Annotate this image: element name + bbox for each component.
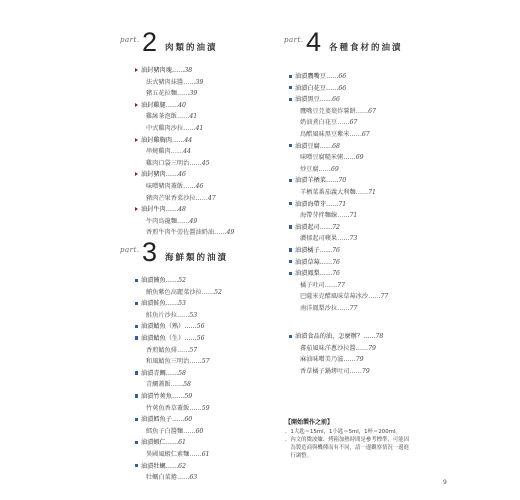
- toc-page-number: 44: [184, 136, 193, 144]
- part-title: 各種食材的油漬: [329, 43, 403, 53]
- toc-entry-title: 油漬鯖魚（熟）: [141, 323, 185, 331]
- toc-leader-dots: ……: [189, 358, 202, 366]
- toc-entry-title: 鮪魚紫色高麗菜沙拉: [146, 288, 202, 296]
- note-line: 行調整。: [285, 453, 312, 459]
- toc-page-number: 49: [189, 217, 198, 225]
- toc-leader-dots: ……: [343, 356, 356, 364]
- toc-leader-dots: ……: [325, 84, 339, 92]
- toc-recipe-item: [141, 472, 222, 484]
- toc-entry-title: 雞絲茶泡飯: [146, 113, 177, 121]
- toc-recipe-item: [141, 403, 222, 415]
- toc-entry-title: 香草橘子鍋烤吐司: [300, 367, 350, 375]
- toc-recipe-item: [295, 233, 388, 245]
- toc-recipe-item: [141, 426, 222, 438]
- toc-leader-dots: ……: [349, 367, 362, 375]
- toc-page-number: 63: [189, 474, 198, 482]
- toc-page-number: 79: [368, 344, 376, 352]
- toc-page-number: 77: [349, 304, 358, 312]
- oil-usage-list: [295, 331, 383, 377]
- toc-leader-dots: ……: [170, 148, 184, 156]
- part-label: part.: [284, 36, 304, 44]
- toc-leader-dots: ……: [214, 229, 227, 237]
- toc-recipe-item: [141, 216, 234, 228]
- toc-entry-title: 油封雞胸肉: [141, 136, 172, 144]
- toc-page-number: 71: [349, 212, 358, 220]
- toc-category-item: [295, 83, 388, 95]
- toc-leader-dots: ……: [319, 223, 333, 231]
- triangle-bullet-icon: [135, 207, 138, 211]
- toc-page-number: 57: [201, 358, 210, 366]
- part-3-header: [120, 237, 270, 273]
- toc-page-number: 70: [338, 177, 347, 185]
- toc-page-number: 76: [332, 258, 340, 266]
- toc-leader-dots: ……: [170, 381, 184, 389]
- toc-category-item: [295, 245, 388, 257]
- square-bullet-icon: [289, 335, 292, 338]
- part-label: part.: [120, 246, 140, 254]
- toc-leader-dots: ……: [176, 474, 190, 482]
- toc-recipe-item: [295, 210, 388, 222]
- toc-page-number: 73: [349, 235, 358, 243]
- toc-entry-title: 油漬鮭魚: [141, 300, 166, 308]
- square-bullet-icon: [135, 371, 138, 374]
- toc-leader-dots: ……: [325, 200, 339, 208]
- toc-leader-dots: ……: [319, 246, 333, 254]
- toc-leader-dots: ……: [343, 154, 356, 162]
- toc-leader-dots: ……: [183, 182, 196, 190]
- toc-category-item: [141, 368, 222, 380]
- toc-entry-title: 異國風蝦仁素麵: [146, 450, 190, 458]
- part-number: 2: [142, 27, 158, 57]
- toc-entry-title: 油封雞腿: [141, 101, 166, 109]
- toc-leader-dots: ……: [176, 217, 190, 225]
- toc-leader-dots: ……: [176, 311, 190, 319]
- toc-leader-dots: ……: [183, 427, 196, 435]
- toc-leader-dots: ……: [171, 392, 185, 400]
- toc-page-number: 77: [337, 281, 345, 289]
- square-bullet-icon: [289, 75, 292, 78]
- toc-category-item: [141, 169, 234, 181]
- toc-entry-title: 油漬草莓: [295, 258, 320, 266]
- toc-leader-dots: ……: [319, 270, 333, 278]
- toc-leader-dots: ……: [171, 136, 185, 144]
- toc-entry-title: 豬五花拉麵: [146, 90, 177, 98]
- triangle-bullet-icon: [135, 68, 138, 72]
- toc-leader-dots: ……: [165, 206, 179, 214]
- toc-category-item: [295, 222, 388, 234]
- toc-entry-title: 味噌豬肉蓋飯: [146, 182, 184, 190]
- toc-recipe-item: [295, 354, 383, 366]
- toc-entry-title: 法式豬肉抹醬: [146, 78, 184, 86]
- toc-recipe-item: [295, 106, 388, 118]
- toc-entry-title: 油漬蝦仁: [141, 439, 166, 447]
- toc-page-number: 60: [184, 416, 193, 424]
- square-bullet-icon: [289, 179, 292, 182]
- toc-recipe-item: [295, 129, 388, 141]
- toc-page-number: 46: [178, 171, 186, 179]
- toc-recipe-item: [141, 310, 222, 322]
- toc-page-number: 49: [226, 229, 235, 237]
- toc-recipe-item: [141, 356, 222, 368]
- toc-recipe-item: [141, 111, 234, 123]
- toc-leader-dots: ……: [184, 334, 197, 342]
- toc-recipe-item: [141, 345, 222, 357]
- toc-page-number: 38: [184, 67, 193, 74]
- toc-page-number: 77: [380, 293, 389, 301]
- toc-page-number: 58: [183, 381, 191, 389]
- toc-category-item: [141, 437, 222, 449]
- toc-recipe-item: [141, 181, 234, 193]
- toc-entry-title: 油漬起司: [295, 223, 320, 231]
- toc-category-item: [141, 461, 222, 473]
- toc-leader-dots: ……: [355, 188, 369, 196]
- toc-entry-title: 油漬豆腐: [295, 142, 320, 150]
- toc-page-number: 56: [196, 334, 205, 342]
- toc-entry-title: 鷹嘴豆芫荽葉炸薯餅: [300, 107, 356, 115]
- toc-entry-title: 油漬鷹嘴豆: [295, 73, 326, 80]
- toc-page-number: 72: [332, 223, 340, 231]
- toc-entry-title: 蕃茄風味洋蔥沙拉醬: [300, 344, 356, 352]
- toc-category-item: [295, 257, 388, 269]
- toc-leader-dots: ……: [368, 293, 381, 301]
- toc-leader-dots: ……: [355, 107, 369, 115]
- toc-page-number: 61: [178, 439, 186, 447]
- toc-recipe-item: [141, 287, 222, 299]
- toc-leader-dots: ……: [183, 78, 196, 86]
- toc-leader-dots: ……: [195, 194, 208, 202]
- toc-leader-dots: ……: [165, 277, 179, 284]
- square-bullet-icon: [135, 418, 138, 421]
- toc-page-number: 39: [195, 78, 204, 86]
- toc-category-item: [295, 268, 388, 280]
- toc-recipe-item: [295, 291, 388, 303]
- page-number: 9: [443, 479, 447, 486]
- toc-entry-title: 鮭魚片沙拉: [146, 311, 177, 319]
- toc-entry-title: 海帶芽拌麵線: [300, 212, 338, 220]
- toc-leader-dots: ……: [171, 67, 185, 74]
- square-bullet-icon: [289, 144, 292, 147]
- triangle-bullet-icon: [135, 138, 138, 142]
- toc-page-number: 41: [195, 124, 204, 132]
- toc-leader-dots: ……: [337, 119, 350, 127]
- toc-page-number: 52: [214, 288, 222, 296]
- toc-entry-title: 橘子吐司: [300, 281, 325, 289]
- toc-recipe-item: [141, 88, 234, 100]
- toc-category-item: [141, 414, 222, 426]
- toc-category-item: [295, 331, 383, 343]
- toc-leader-dots: ……: [189, 159, 202, 167]
- toc-page-number: 79: [361, 367, 370, 375]
- toc-entry-title: 油漬鱈魚子: [141, 416, 172, 424]
- square-bullet-icon: [289, 202, 292, 205]
- toc-page-number: 69: [330, 165, 339, 173]
- part-2-list: [141, 65, 234, 239]
- square-bullet-icon: [289, 86, 292, 89]
- triangle-bullet-icon: [135, 103, 138, 107]
- toc-entry-title: 味噌豆腐糙米粥: [300, 154, 344, 162]
- toc-leader-dots: ……: [337, 212, 350, 220]
- toc-entry-title: 青鯛蓋飯: [146, 381, 171, 389]
- toc-category-item: [295, 94, 388, 106]
- part-number: 4: [306, 27, 322, 57]
- square-bullet-icon: [135, 464, 138, 467]
- toc-page-number: 47: [207, 194, 216, 202]
- toc-leader-dots: ……: [355, 344, 369, 352]
- part-title: 肉類的油漬: [165, 43, 218, 53]
- toc-page-number: 45: [201, 159, 210, 167]
- toc-recipe-item: [295, 117, 388, 129]
- toc-entry-title: 竹莢魚香草蓋飯: [146, 404, 190, 412]
- toc-page-number: 53: [178, 300, 186, 308]
- toc-leader-dots: ……: [319, 142, 333, 150]
- toc-page-number: 59: [184, 392, 193, 400]
- toc-leader-dots: ……: [189, 404, 202, 412]
- part-4-list: [295, 71, 388, 314]
- toc-page-number: 68: [332, 142, 340, 150]
- toc-entry-title: 巴薩米克醋風味草莓冰沙: [300, 293, 369, 301]
- toc-entry-title: 和風鯖魚三明治: [146, 358, 190, 366]
- toc-category-item: [141, 65, 234, 77]
- toc-category-item: [141, 333, 222, 345]
- toc-leader-dots: ……: [349, 130, 362, 138]
- toc-leader-dots: ……: [165, 369, 179, 377]
- toc-entry-title: 雞肉口袋三明治: [146, 159, 190, 167]
- toc-page-number: 62: [178, 462, 186, 470]
- part-3-list: [141, 275, 222, 484]
- toc-entry-title: 鱈魚子白醬麵: [146, 427, 184, 435]
- square-bullet-icon: [135, 394, 138, 397]
- toc-leader-dots: ……: [176, 113, 190, 121]
- toc-page-number: 66: [338, 73, 347, 80]
- toc-leader-dots: ……: [171, 416, 185, 424]
- toc-leader-dots: ……: [201, 288, 215, 296]
- toc-page-number: 39: [189, 90, 198, 98]
- before-cooking-note: [285, 419, 420, 460]
- toc-recipe-item: [141, 77, 234, 89]
- triangle-bullet-icon: [135, 172, 138, 176]
- toc-category-item: [141, 135, 234, 147]
- toc-entry-title: 油漬竹莢魚: [141, 392, 172, 400]
- toc-recipe-item: [295, 343, 383, 355]
- toc-category-item: [141, 204, 234, 216]
- part-label: part.: [120, 36, 140, 44]
- toc-entry-title: 中式雞肉沙拉: [146, 124, 184, 132]
- toc-page-number: 69: [355, 154, 364, 162]
- toc-leader-dots: ……: [176, 90, 190, 98]
- toc-page-number: 52: [178, 277, 186, 284]
- square-bullet-icon: [289, 248, 292, 251]
- toc-recipe-item: [295, 164, 388, 176]
- square-bullet-icon: [289, 260, 292, 263]
- square-bullet-icon: [135, 336, 138, 339]
- toc-recipe-item: [141, 193, 234, 205]
- toc-leader-dots: ……: [184, 323, 197, 331]
- toc-entry-title: 油封豬肉塊: [141, 67, 172, 74]
- square-bullet-icon: [289, 98, 292, 101]
- toc-page-number: 67: [349, 119, 358, 127]
- toc-leader-dots: ……: [325, 73, 339, 80]
- toc-page-number: 53: [189, 311, 198, 319]
- toc-leader-dots: ……: [324, 281, 338, 289]
- toc-page-number: 71: [338, 200, 347, 208]
- toc-leader-dots: ……: [337, 304, 350, 312]
- toc-recipe-item: [141, 379, 222, 391]
- toc-leader-dots: ……: [325, 177, 339, 185]
- toc-page-number: 57: [189, 346, 198, 354]
- part-number: 3: [142, 237, 158, 267]
- toc-entry-title: 麻油味噌美乃滋: [300, 356, 344, 364]
- part-2-header: [120, 27, 270, 63]
- toc-category-item: [295, 141, 388, 153]
- note-line: 為製造商與機種而有不同，請一邊觀察情況一邊進: [285, 445, 409, 451]
- note-title: 【開始製作之前】: [285, 419, 334, 426]
- toc-entry-title: 南洋鳳梨沙拉: [300, 304, 338, 312]
- toc-recipe-item: [141, 146, 234, 158]
- toc-entry-title: 油漬牡蠣: [141, 462, 166, 470]
- toc-leader-dots: ……: [363, 333, 376, 340]
- toc-page-number: 61: [201, 450, 210, 458]
- toc-entry-title: 串燒雞肉: [146, 148, 171, 156]
- note-line: ．1大匙＝15ml，1小匙＝5ml，1杯＝200ml。: [285, 429, 401, 435]
- toc-entry-title: 油漬鮪魚: [141, 277, 166, 284]
- toc-page-number: 71: [368, 188, 376, 196]
- toc-recipe-item: [141, 158, 234, 170]
- toc-page-number: 46: [195, 182, 204, 190]
- note-line: ．內文的微波爐、烤箱加熱時間是參考標準，可能因: [285, 437, 409, 443]
- toc-recipe-item: [141, 449, 222, 461]
- toc-recipe-item: [295, 280, 388, 292]
- toc-page-number: 41: [189, 113, 198, 121]
- toc-leader-dots: ……: [165, 439, 179, 447]
- toc-entry-title: 油封牛肉: [141, 206, 166, 214]
- toc-entry-title: 香煎牛肉牛蒡佐醬油奶油: [146, 229, 215, 237]
- toc-leader-dots: ……: [183, 124, 196, 132]
- toc-page-number: 44: [183, 148, 191, 156]
- toc-category-item: [141, 275, 222, 287]
- toc-page-number: 60: [195, 427, 204, 435]
- toc-entry-title: 濃郁起司蘋果: [300, 235, 338, 243]
- toc-leader-dots: ……: [189, 450, 202, 458]
- toc-entry-title: 炒豆腐: [300, 165, 319, 173]
- toc-page-number: 66: [332, 96, 340, 104]
- toc-recipe-item: [295, 366, 383, 378]
- toc-entry-title: 油漬鯖魚（生）: [141, 334, 185, 342]
- square-bullet-icon: [135, 441, 138, 444]
- toc-category-item: [295, 71, 388, 83]
- toc-leader-dots: ……: [318, 165, 331, 173]
- toc-category-item: [141, 298, 222, 310]
- toc-leader-dots: ……: [319, 96, 333, 104]
- toc-entry-title: 油漬食品的油，怎麼辦？: [295, 333, 364, 340]
- toc-leader-dots: ……: [165, 462, 179, 470]
- toc-recipe-item: [295, 303, 388, 315]
- toc-leader-dots: ……: [176, 346, 190, 354]
- part-4-header: [284, 27, 454, 63]
- toc-leader-dots: ……: [319, 258, 333, 266]
- toc-entry-title: 奶油煮白花豆: [300, 119, 338, 127]
- square-bullet-icon: [135, 302, 138, 305]
- toc-page-number: 58: [178, 369, 186, 377]
- toc-page-number: 76: [332, 270, 340, 278]
- toc-page-number: 78: [375, 333, 384, 340]
- toc-entry-title: 羊栖菜番茄義大利麵: [300, 188, 356, 196]
- toc-page-number: 59: [201, 404, 210, 412]
- toc-page-number: 79: [355, 356, 364, 364]
- toc-recipe-item: [295, 152, 388, 164]
- toc-leader-dots: ……: [337, 235, 350, 243]
- toc-page-number: 67: [368, 107, 376, 115]
- square-bullet-icon: [135, 325, 138, 328]
- toc-entry-title: 油漬黑豆: [295, 96, 320, 104]
- toc-entry-title: 油漬海帶芽: [295, 200, 326, 208]
- toc-category-item: [141, 391, 222, 403]
- toc-leader-dots: ……: [165, 300, 179, 308]
- toc-entry-title: 油漬鳳梨: [295, 270, 320, 278]
- toc-leader-dots: ……: [165, 171, 179, 179]
- toc-entry-title: 油漬橘子: [295, 246, 320, 254]
- toc-page-number: 76: [332, 246, 340, 254]
- toc-recipe-item: [295, 187, 388, 199]
- toc-page-number: 66: [338, 84, 347, 92]
- toc-entry-title: 牡蠣白菜捲: [146, 474, 177, 482]
- toc-entry-title: 油漬青鯛: [141, 369, 166, 377]
- toc-entry-title: 香煎鯖魚排: [146, 346, 177, 354]
- toc-entry-title: 鳥醋風味黑豆紫米: [300, 130, 350, 138]
- toc-entry-title: 豬肉芒果香菜沙拉: [146, 194, 196, 202]
- part-title: 海鮮類的油漬: [165, 253, 229, 263]
- toc-entry-title: 油漬羊栖菜: [295, 177, 326, 185]
- toc-page-number: 67: [361, 130, 370, 138]
- square-bullet-icon: [289, 272, 292, 275]
- toc-entry-title: 牛肉烏龍麵: [146, 217, 177, 225]
- toc-page-number: 40: [178, 101, 186, 109]
- toc-leader-dots: ……: [165, 101, 179, 109]
- toc-category-item: [295, 175, 388, 187]
- square-bullet-icon: [135, 279, 138, 282]
- toc-recipe-item: [141, 123, 234, 135]
- toc-category-item: [141, 321, 222, 333]
- toc-entry-title: 油漬白花豆: [295, 84, 326, 92]
- toc-page-number: 48: [178, 206, 186, 214]
- square-bullet-icon: [289, 225, 292, 228]
- toc-entry-title: 油封豬肉: [141, 171, 166, 179]
- toc-category-item: [295, 199, 388, 211]
- toc-category-item: [141, 100, 234, 112]
- toc-page-number: 56: [196, 323, 205, 331]
